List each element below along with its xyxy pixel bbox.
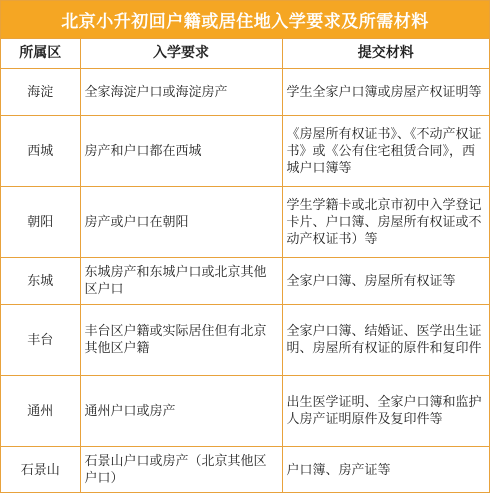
header-district: 所属区: [1, 39, 80, 69]
requirement-cell: 丰台区户籍或实际居住但有北京其他区户籍: [80, 305, 282, 376]
materials-cell: 学生学籍卡或北京市初中入学登记卡片、户口簿、房屋所有权证或不动产权证书）等: [282, 187, 489, 258]
district-cell: 朝阳: [1, 187, 80, 258]
page-title: 北京小升初回户籍或居住地入学要求及所需材料: [1, 1, 489, 39]
table-row: [1, 447, 489, 493]
requirement-cell: 石景山户口或房产（北京其他区户口）: [80, 447, 282, 493]
table-row: [1, 187, 489, 258]
materials-cell: 出生医学证明、全家户口簿和监护人房产证明原件及复印件等: [282, 376, 489, 447]
table-row: [1, 69, 489, 116]
requirement-cell: 房产和户口都在西城: [80, 116, 282, 187]
materials-cell: 《房屋所有权证书》、《不动产权证书》或《公有住宅租赁合同》，西城户口簿等: [282, 116, 489, 187]
requirement-cell: 房产或户口在朝阳: [80, 187, 282, 258]
table-header-row: [1, 39, 489, 69]
requirement-cell: 全家海淀户口或海淀房产: [80, 69, 282, 116]
district-cell: 石景山: [1, 447, 80, 493]
materials-cell: 学生全家户口簿或房屋产权证明等: [282, 69, 489, 116]
table-row: [1, 116, 489, 187]
materials-cell: 户口簿、房产证等: [282, 447, 489, 493]
table-row: [1, 258, 489, 305]
requirement-cell: 通州户口或房产: [80, 376, 282, 447]
materials-cell: 全家户口簿、房屋所有权证等: [282, 258, 489, 305]
district-cell: 东城: [1, 258, 80, 305]
header-materials: 提交材料: [282, 39, 489, 69]
header-requirement: 入学要求: [80, 39, 282, 69]
requirements-table: [1, 39, 489, 493]
district-cell: 通州: [1, 376, 80, 447]
district-cell: 西城: [1, 116, 80, 187]
requirement-cell: 东城房产和东城户口或北京其他区户口: [80, 258, 282, 305]
district-cell: 海淀: [1, 69, 80, 116]
materials-cell: 全家户口簿、结婚证、医学出生证明、房屋所有权证的原件和复印件: [282, 305, 489, 376]
table-row: [1, 376, 489, 447]
table-row: [1, 305, 489, 376]
district-cell: 丰台: [1, 305, 80, 376]
